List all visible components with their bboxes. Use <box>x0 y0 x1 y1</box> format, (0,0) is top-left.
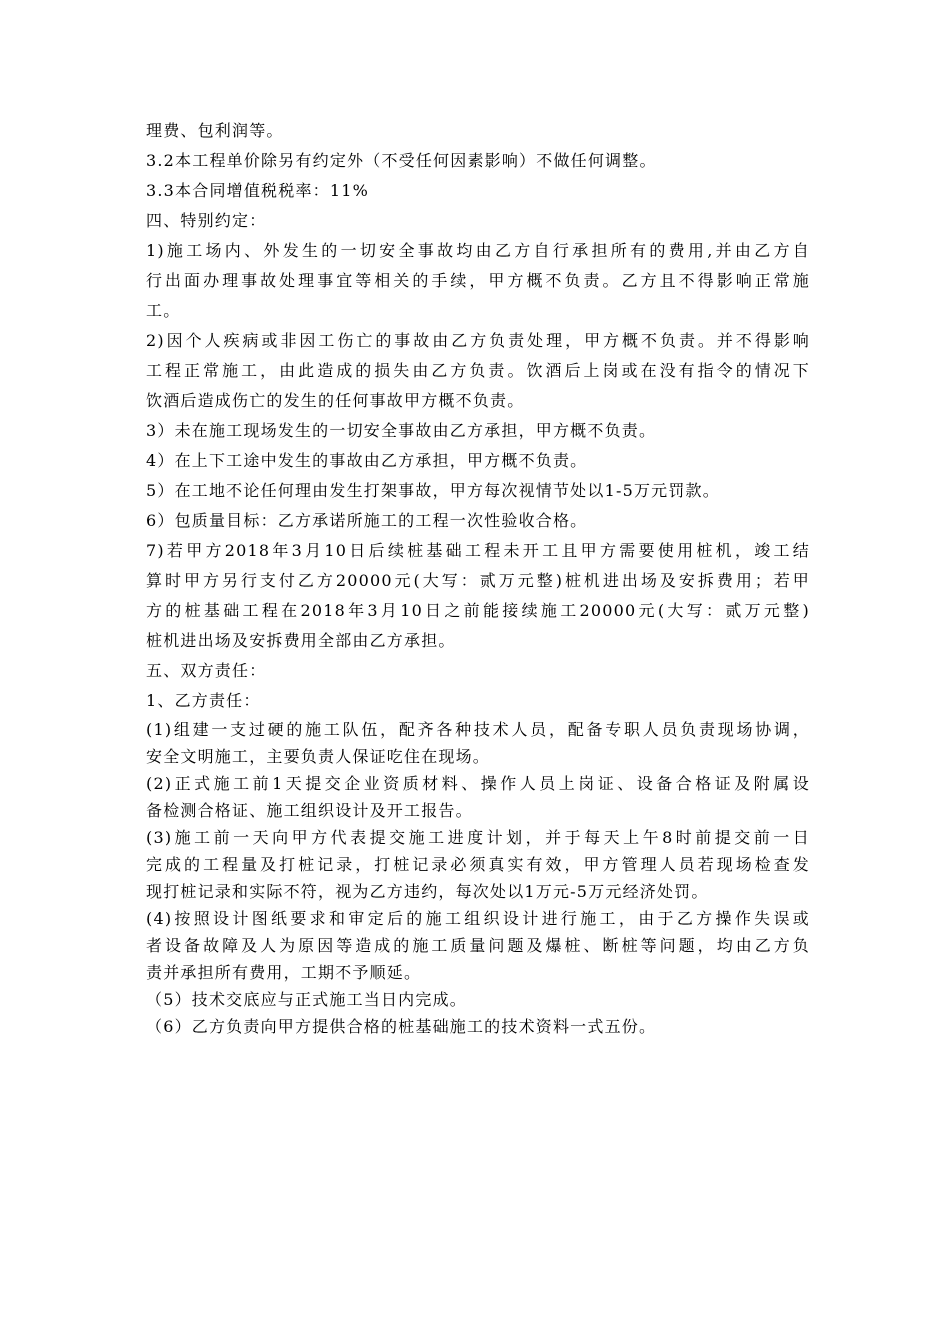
text-line: 安全文明施工，主要负责人保证吃住在现场。 <box>146 747 491 766</box>
text-line: 1)施工场内、外发生的一切安全事故均由乙方自行承担所有的费用,并由乙方自 <box>146 241 810 260</box>
text-line: 3.3本合同增值税税率：11% <box>146 181 370 200</box>
text-line: （6）乙方负责向甲方提供合格的桩基础施工的技术资料一式五份。 <box>146 1017 657 1036</box>
text-line: 理费、包利润等。 <box>146 121 284 140</box>
text-line: 方的桩基础工程在2018年3月10日之前能接续施工20000元(大写：贰万元整) <box>146 601 810 620</box>
text-line: 四、特别约定： <box>146 211 267 230</box>
text-line: 行出面办理事故处理事宜等相关的手续，甲方概不负责。乙方且不得影响正常施 <box>146 271 810 290</box>
text-line: （5）技术交底应与正式施工当日内完成。 <box>146 990 467 1009</box>
text-line: 3.2本工程单价除另有约定外（不受任何因素影响）不做任何调整。 <box>146 151 657 170</box>
text-line: 2)因个人疾病或非因工伤亡的事故由乙方负责处理，甲方概不负责。并不得影响 <box>146 331 810 350</box>
text-line: (1)组建一支过硬的施工队伍，配齐各种技术人员，配备专职人员负责现场协调， <box>146 720 810 739</box>
text-line: 完成的工程量及打桩记录，打桩记录必须真实有效，甲方管理人员若现场检查发 <box>146 855 810 874</box>
text-line: 1、乙方责任： <box>146 691 261 710</box>
text-line: 者设备故障及人为原因等造成的施工质量问题及爆桩、断桩等问题，均由乙方负 <box>146 936 810 955</box>
text-line: 工。 <box>146 301 181 320</box>
document-body <box>146 116 810 1040</box>
text-line: 桩机进出场及安拆费用全部由乙方承担。 <box>146 631 456 650</box>
text-line: (2)正式施工前1天提交企业资质材料、操作人员上岗证、设备合格证及附属设 <box>146 774 810 793</box>
text-line: 责并承担所有费用，工期不予顺延。 <box>146 963 422 982</box>
text-line: 现打桩记录和实际不符，视为乙方违约，每次处以1万元-5万元经济处罚。 <box>146 882 709 901</box>
text-line: 6）包质量目标：乙方承诺所施工的工程一次性验收合格。 <box>146 511 588 530</box>
text-line: (3)施工前一天向甲方代表提交施工进度计划，并于每天上午8时前提交前一日 <box>146 828 810 847</box>
text-line: (4)按照设计图纸要求和审定后的施工组织设计进行施工，由于乙方操作失误或 <box>146 909 810 928</box>
text-line: 3）未在施工现场发生的一切安全事故由乙方承担，甲方概不负责。 <box>146 421 657 440</box>
text-line: 5）在工地不论任何理由发生打架事故，甲方每次视情节处以1-5万元罚款。 <box>146 481 720 500</box>
text-line: 备检测合格证、施工组织设计及开工报告。 <box>146 801 473 820</box>
text-line: 4）在上下工途中发生的事故由乙方承担，甲方概不负责。 <box>146 451 588 470</box>
text-line: 算时甲方另行支付乙方20000元(大写：贰万元整)桩机进出场及安拆费用；若甲 <box>146 571 810 590</box>
text-line: 五、双方责任： <box>146 661 267 680</box>
text-line: 7)若甲方2018年3月10日后续桩基础工程未开工且甲方需要使用桩机，竣工结 <box>146 541 810 560</box>
text-line: 饮酒后造成伤亡的发生的任何事故甲方概不负责。 <box>146 391 525 410</box>
text-line: 工程正常施工，由此造成的损失由乙方负责。饮酒后上岗或在没有指令的情况下 <box>146 361 810 380</box>
